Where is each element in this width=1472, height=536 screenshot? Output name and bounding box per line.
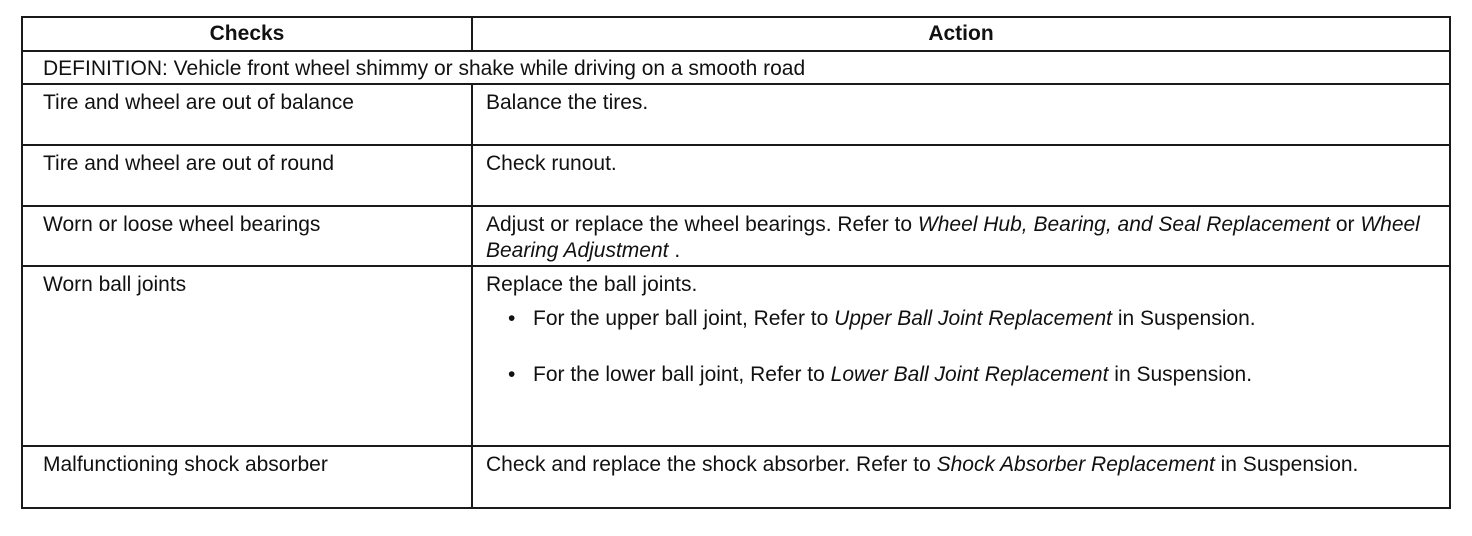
table-row xyxy=(22,206,1450,266)
header-row xyxy=(22,17,1450,51)
check-cell: Malfunctioning shock absorber xyxy=(22,446,472,508)
check-cell: Tire and wheel are out of balance xyxy=(22,84,472,145)
check-cell: Worn or loose wheel bearings xyxy=(22,206,472,266)
check-cell: Worn ball joints xyxy=(22,266,472,446)
reference-link-wheel-hub: Wheel Hub, Bearing, and Seal Replacement xyxy=(917,213,1330,236)
action-text: Replace the ball joints. xyxy=(486,273,698,296)
table-row xyxy=(22,266,1450,446)
action-text: or xyxy=(1329,213,1361,236)
table-row xyxy=(22,84,1450,145)
bullet-text: For the upper ball joint, Refer to xyxy=(533,307,835,330)
reference-link-shock-absorber: Shock Absorber Replacement xyxy=(936,453,1215,476)
diagnostic-table xyxy=(21,16,1451,509)
reference-link-upper-ball-joint: Upper Ball Joint Replacement xyxy=(834,307,1112,330)
check-cell: Tire and wheel are out of round xyxy=(22,145,472,206)
action-text: Check and replace the shock absorber. Refer to xyxy=(486,453,937,476)
action-cell: Balance the tires. xyxy=(472,84,1450,145)
bullet-text: in Suspension. xyxy=(1108,363,1253,386)
table-row xyxy=(22,446,1450,508)
header-action: Action xyxy=(472,17,1450,51)
table-row xyxy=(22,145,1450,206)
action-text: in Suspension. xyxy=(1214,453,1359,476)
header-checks: Checks xyxy=(22,17,472,51)
bullet-text: in Suspension. xyxy=(1111,307,1256,330)
bullet-text: For the lower ball joint, Refer to xyxy=(533,363,831,386)
definition-row xyxy=(22,51,1450,84)
action-cell: Check runout. xyxy=(472,145,1450,206)
action-text: . xyxy=(668,239,681,262)
reference-link-lower-ball-joint: Lower Ball Joint Replacement xyxy=(830,363,1109,386)
action-text: Adjust or replace the wheel bearings. Refer to xyxy=(486,213,918,236)
definition-text: DEFINITION: Vehicle front wheel shimmy or shake while driving on a smooth road xyxy=(22,51,1450,84)
bullet-icon: • xyxy=(508,307,516,330)
list-item xyxy=(506,362,1293,388)
bullet-list xyxy=(486,306,1449,388)
reference-link-wheel-bearing: Wheel Bearing Adjustment xyxy=(486,213,1420,262)
list-item xyxy=(506,306,1293,332)
action-cell xyxy=(472,446,1450,508)
action-cell xyxy=(472,206,1450,266)
action-cell xyxy=(472,266,1450,446)
bullet-icon: • xyxy=(508,363,516,386)
